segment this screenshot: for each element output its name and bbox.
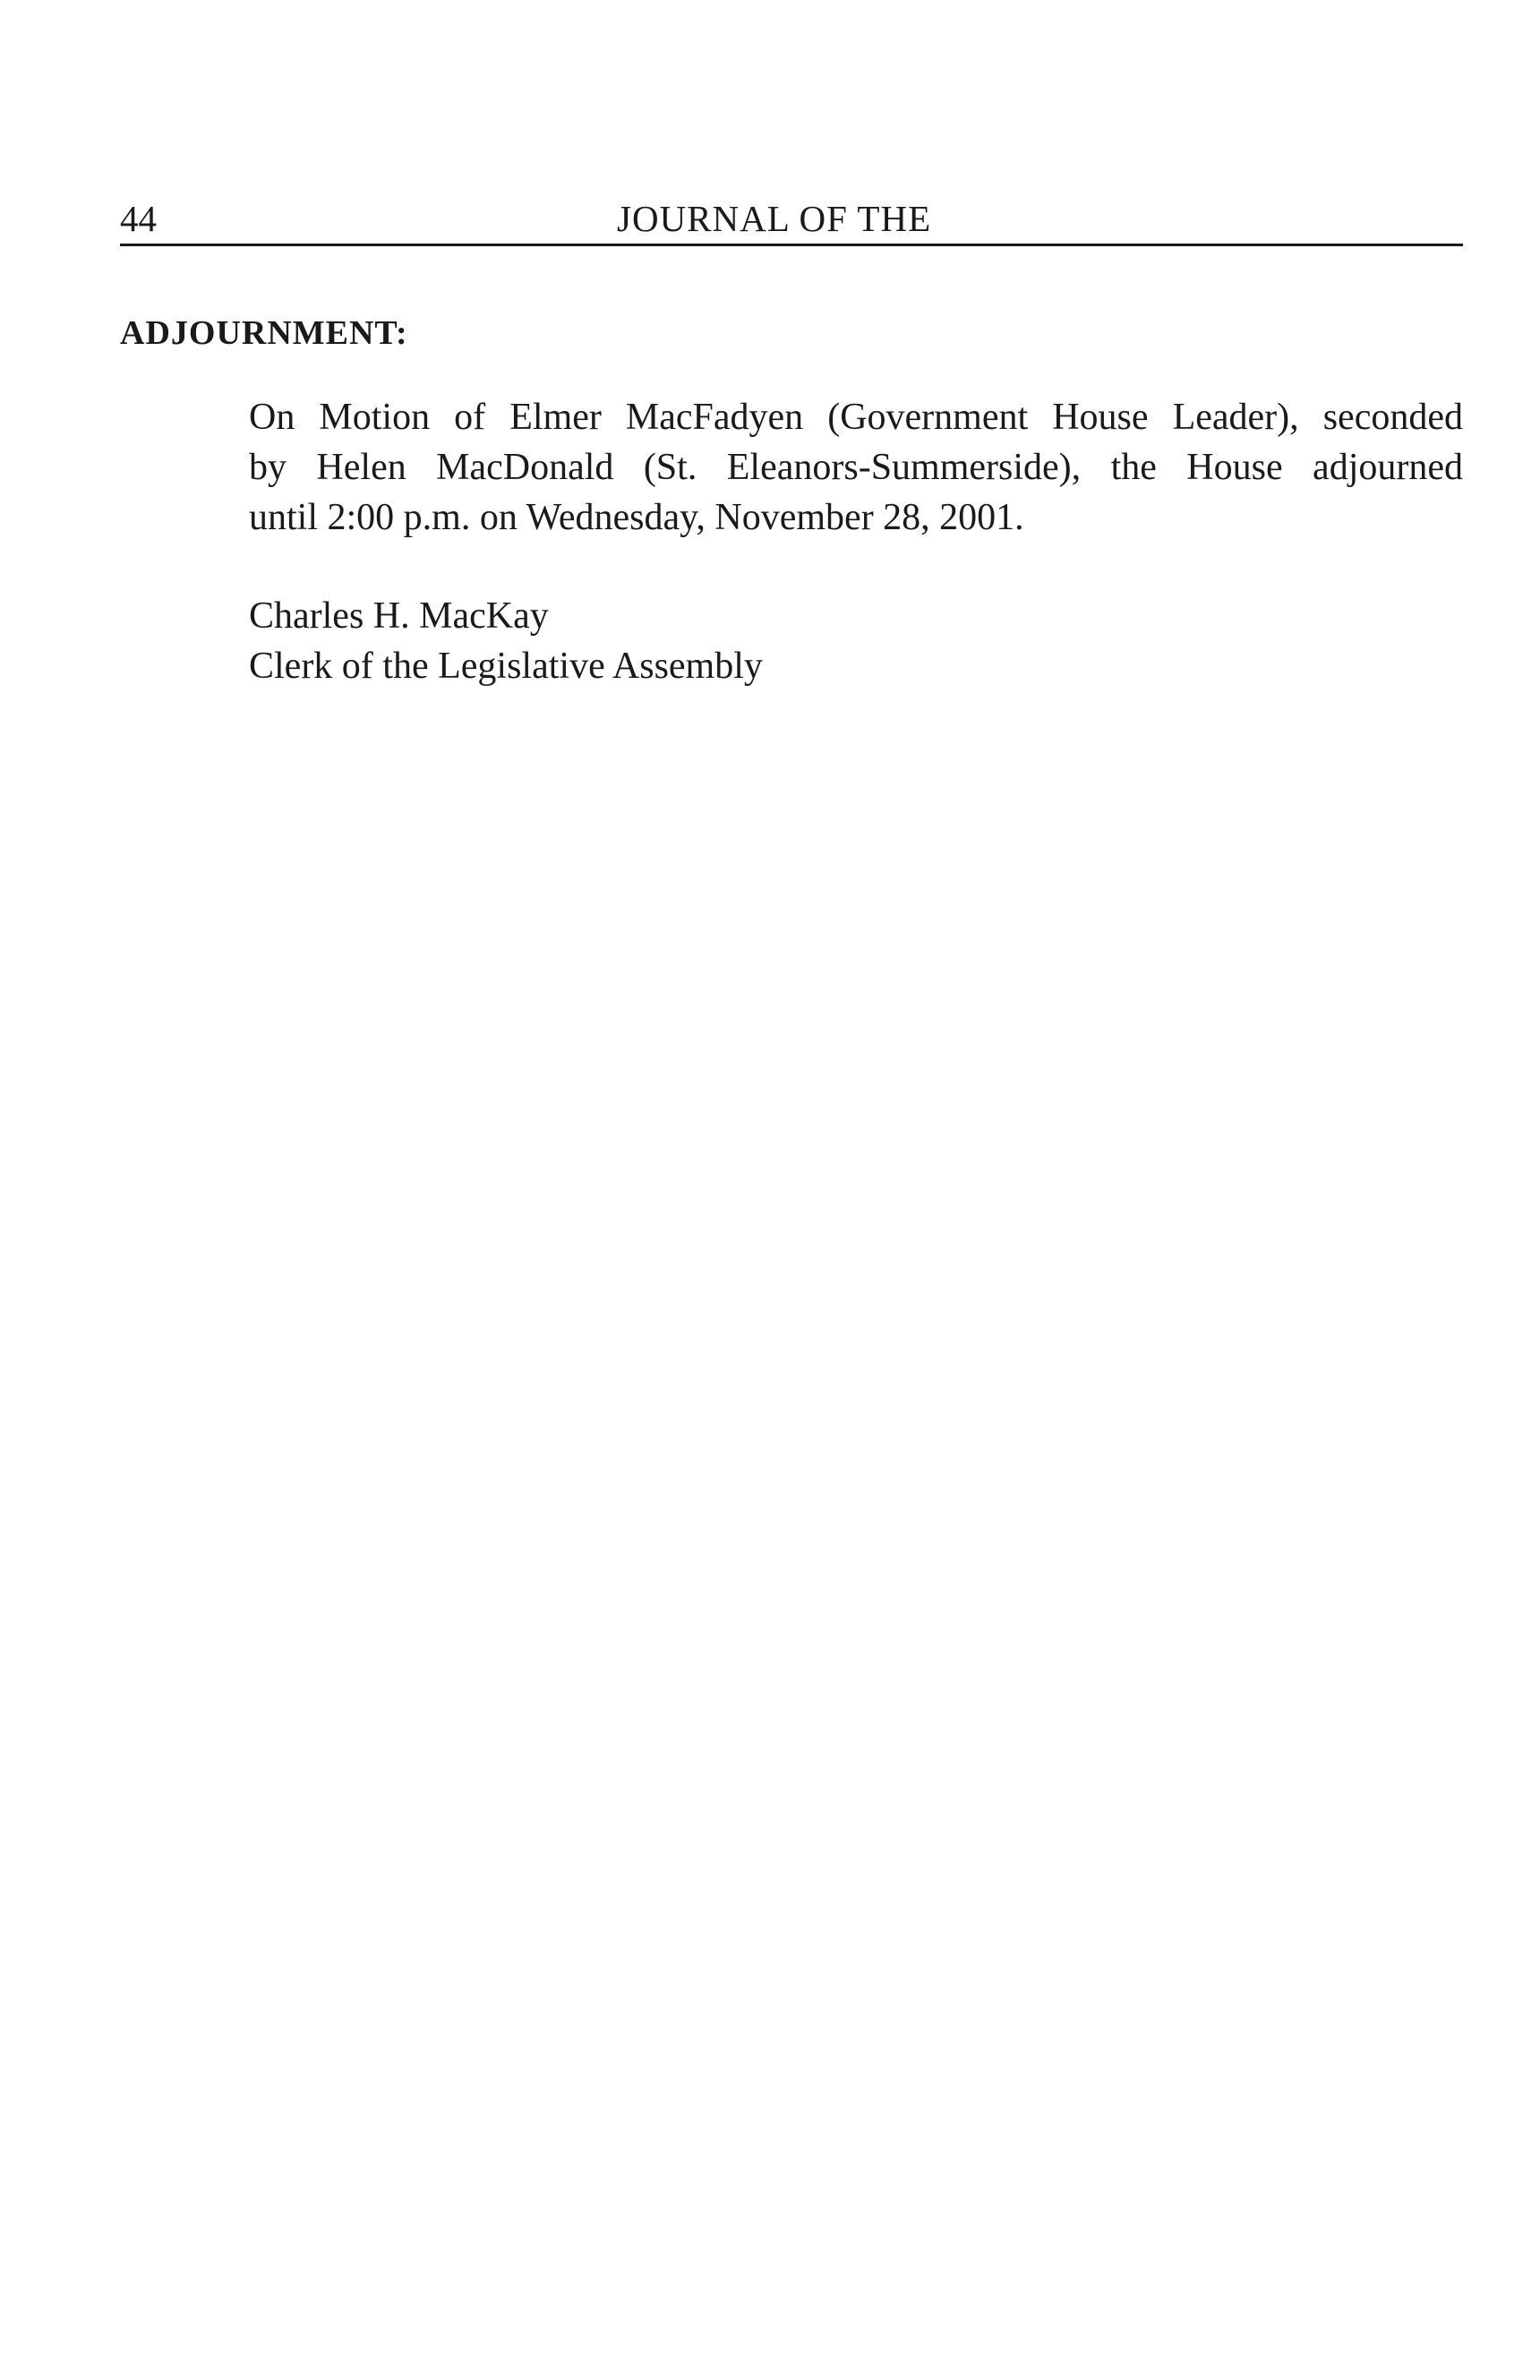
signatory-name: Charles H. MacKay	[249, 595, 549, 637]
header-rule	[120, 244, 1463, 246]
motion-line: until 2:00 p.m. on Wednesday, November 28, 2001.	[249, 497, 1024, 538]
motion-paragraph	[249, 392, 1463, 543]
page-number: 44	[120, 198, 157, 239]
motion-line: by Helen MacDonald (St. Eleanors-Summerside), the House adjourned	[249, 447, 1463, 488]
motion-line: On Motion of Elmer MacFadyen (Government House Leader), seconded	[249, 397, 1463, 438]
signature-block	[249, 591, 763, 691]
journal-title: JOURNAL OF THE	[617, 198, 932, 239]
signatory-title: Clerk of the Legislative Assembly	[249, 646, 763, 687]
running-header	[120, 195, 1463, 242]
section-heading: ADJOURNMENT:	[120, 314, 408, 352]
